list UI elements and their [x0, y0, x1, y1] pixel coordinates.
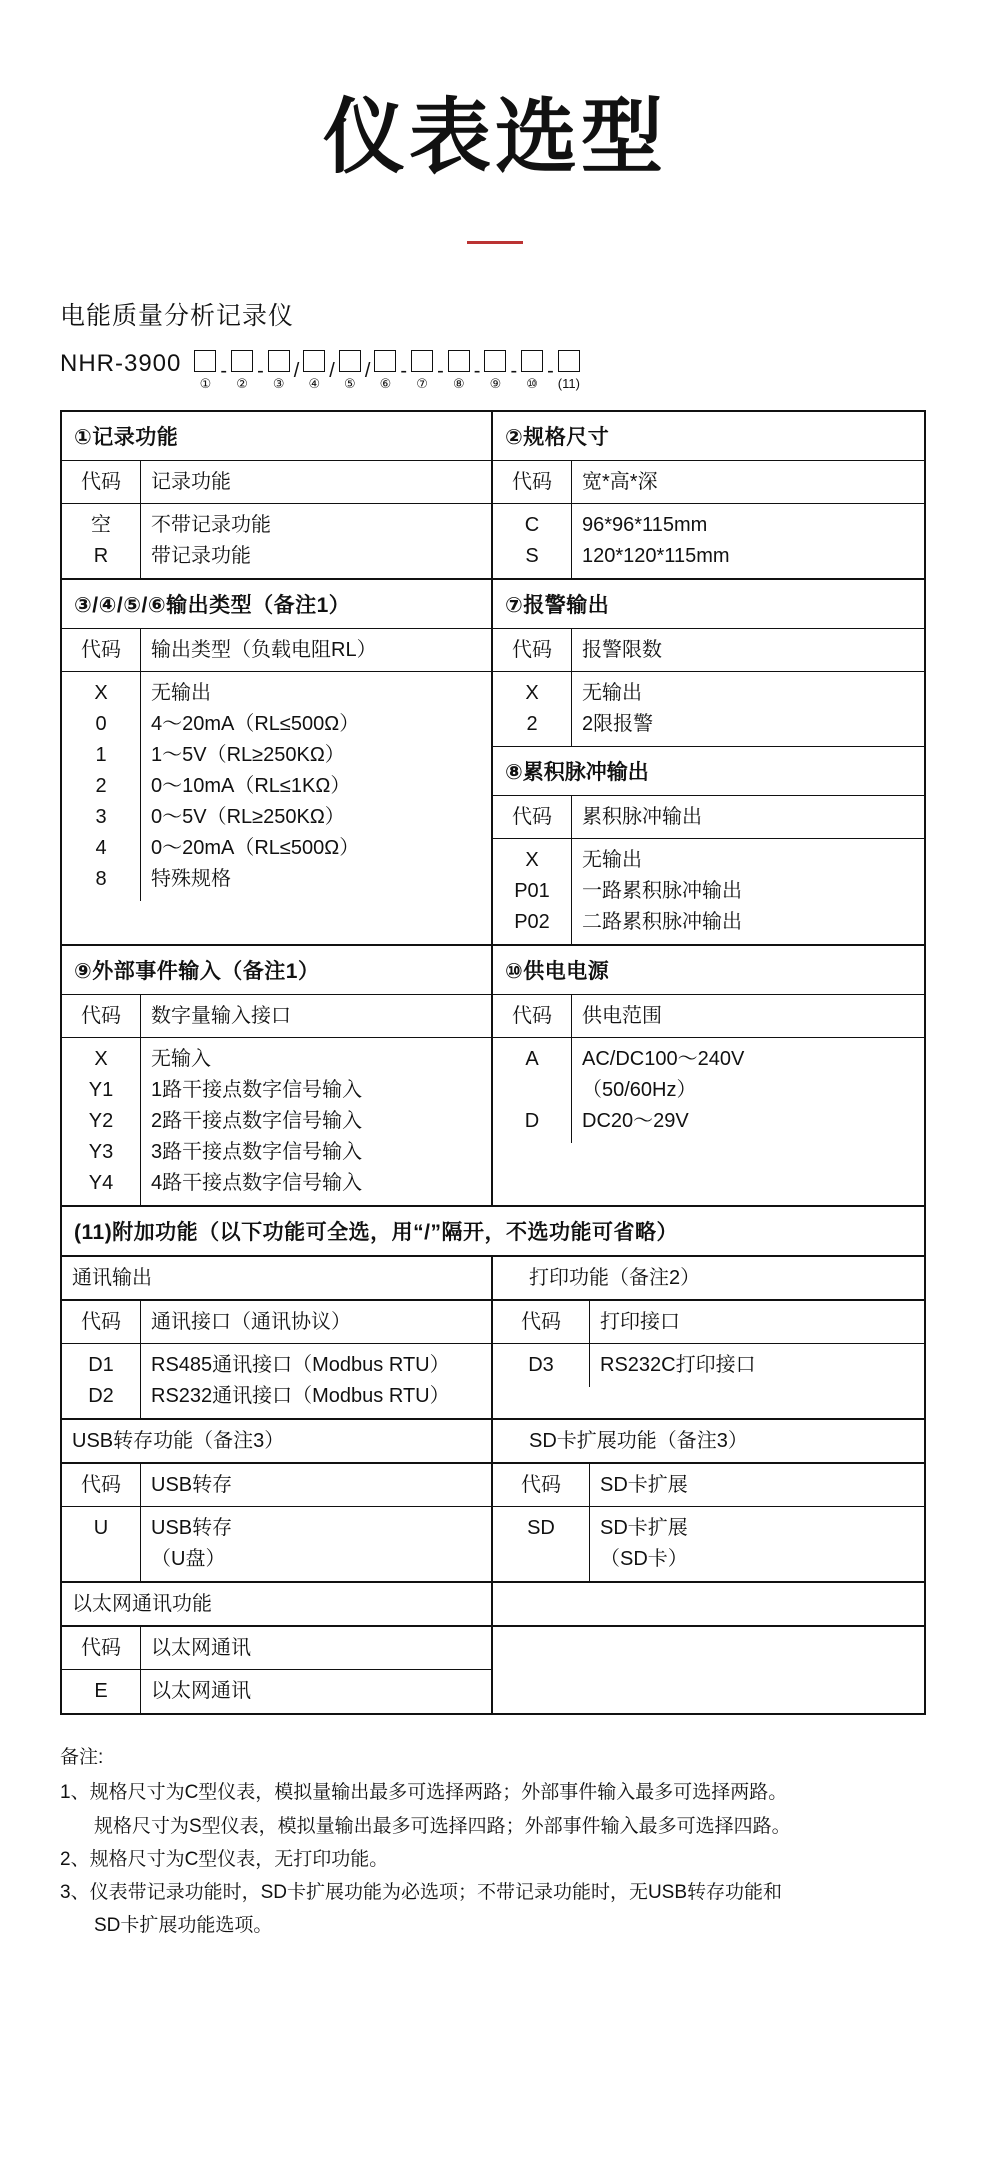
- usb-value-col: [141, 1464, 491, 1581]
- sd-values: [590, 1507, 924, 1581]
- model-slot: [411, 350, 433, 390]
- notes-block: [60, 1741, 940, 1943]
- usb-title-cell: [62, 1420, 493, 1462]
- table-row: [62, 580, 924, 946]
- list-item: X: [94, 682, 108, 704]
- output-value-header: 输出类型（负载电阻RL）: [141, 629, 491, 672]
- list-item: （U盘）: [151, 1548, 226, 1570]
- event-values: [141, 1038, 491, 1205]
- section-output: [62, 580, 493, 944]
- sd-value-header: SD卡扩展: [590, 1464, 924, 1507]
- model-slot-box[interactable]: [521, 350, 543, 372]
- notes-title: 备注:: [60, 1747, 104, 1768]
- model-slot-number: ①: [199, 376, 212, 391]
- alarm-value-header: 报警限数: [572, 629, 924, 672]
- list-item: 0～5V（RL≥250KΩ）: [151, 806, 345, 828]
- model-slot: [231, 350, 253, 390]
- table-row: [62, 1420, 924, 1464]
- event-value-header: 数字量输入接口: [141, 995, 491, 1038]
- list-item: R: [93, 545, 109, 567]
- event-value-col: [141, 995, 491, 1205]
- model-slot-box[interactable]: [231, 350, 253, 372]
- list-item: 4: [95, 837, 107, 859]
- record-codes: [62, 504, 140, 578]
- model-separator: /: [293, 360, 300, 382]
- comm-table: [62, 1301, 493, 1418]
- eth-value-col: [141, 1627, 491, 1713]
- print-code-col: [493, 1301, 590, 1387]
- eth-values: [141, 1670, 491, 1713]
- list-item: RS232通讯接口（Modbus RTU）: [151, 1385, 450, 1407]
- list-item: 96*96*115mm: [582, 514, 708, 536]
- model-slot: [521, 350, 543, 390]
- model-slot-box[interactable]: [558, 350, 580, 372]
- power-code-header: 代码: [493, 995, 571, 1038]
- comm-title: 通讯输出: [72, 1267, 152, 1289]
- model-name: 电能质量分析记录仪: [60, 302, 295, 330]
- list-item: 1路干接点数字信号输入: [151, 1079, 363, 1101]
- list-item: DC20～29V: [582, 1110, 689, 1132]
- model-slot-box[interactable]: [448, 350, 470, 372]
- usb-code-col: [62, 1464, 141, 1581]
- pulse-code-col: [493, 796, 572, 944]
- list-item: 无输入: [151, 1048, 211, 1070]
- list-item: C: [524, 514, 540, 536]
- event-codes: [62, 1038, 140, 1205]
- pulse-code-header: 代码: [493, 796, 571, 839]
- list-item: USB转存: [151, 1517, 233, 1539]
- list-item: 不带记录功能: [151, 514, 271, 536]
- eth-title-cell: [62, 1583, 493, 1625]
- power-value-header: 供电范围: [572, 995, 924, 1038]
- eth-table: [62, 1627, 493, 1713]
- list-item: 3路干接点数字信号输入: [151, 1141, 363, 1163]
- section-header-alarm: ⑦报警输出: [493, 580, 924, 629]
- power-value-col: [572, 995, 924, 1143]
- model-separator: -: [400, 360, 408, 382]
- output-value-col: [141, 629, 491, 901]
- comm-value-header: 通讯接口（通讯协议）: [141, 1301, 491, 1344]
- alarm-value-col: [572, 629, 924, 746]
- table-row: [62, 1583, 924, 1627]
- model-separator: -: [547, 360, 554, 382]
- list-item: 一路累积脉冲输出: [582, 880, 742, 902]
- model-code-row: [60, 350, 990, 390]
- list-item: 0: [95, 713, 107, 735]
- sd-code-header: 代码: [493, 1464, 589, 1507]
- note-line: 1、规格尺寸为C型仪表，模拟量输出最多可选择两路；外部事件输入最多可选择两路。: [60, 1782, 788, 1804]
- list-item: 无输出: [582, 849, 642, 871]
- pulse-value-header: 累积脉冲输出: [572, 796, 924, 839]
- list-item: E: [94, 1680, 108, 1702]
- record-code-header: 代码: [62, 461, 140, 504]
- list-item: 4路干接点数字信号输入: [151, 1172, 363, 1194]
- size-value-col: [572, 461, 924, 578]
- list-item: Y4: [88, 1172, 114, 1194]
- eth-value-header: 以太网通讯: [141, 1627, 491, 1670]
- model-separator: -: [437, 360, 444, 382]
- title-divider: [467, 241, 523, 244]
- list-item: （SD卡）: [600, 1548, 688, 1570]
- sd-code-col: [493, 1464, 590, 1581]
- model-separator: -: [510, 360, 518, 382]
- list-item: 120*120*115mm: [582, 545, 730, 567]
- pulse-value-col: [572, 796, 924, 944]
- list-item: 3: [95, 806, 107, 828]
- list-item: SD: [527, 1517, 555, 1539]
- list-item: Y3: [88, 1141, 114, 1163]
- model-slot-box[interactable]: [303, 350, 325, 372]
- print-value-header: 打印接口: [590, 1301, 924, 1344]
- table-row: [62, 1627, 924, 1713]
- size-codes: [493, 504, 571, 578]
- model-slot-number: ⑦: [416, 376, 428, 391]
- record-values: [141, 504, 491, 578]
- table-row: [62, 1257, 924, 1301]
- list-item: X: [525, 682, 539, 704]
- record-code-col: [62, 461, 141, 578]
- event-code-col: [62, 995, 141, 1205]
- model-slot: [303, 350, 325, 390]
- record-value-header: 记录功能: [141, 461, 491, 504]
- list-item: P02: [514, 911, 550, 933]
- list-item: 1～5V（RL≥250KΩ）: [151, 744, 345, 766]
- print-codes: [493, 1344, 589, 1387]
- list-item: RS232C打印接口: [600, 1354, 756, 1376]
- table-row: [62, 946, 924, 1207]
- sd-value-col: [590, 1464, 924, 1581]
- eth-title-spacer: [493, 1583, 924, 1625]
- model-slot-box[interactable]: [374, 350, 396, 372]
- list-item: D2: [88, 1385, 114, 1407]
- model-slot-number: ⑩: [526, 376, 538, 391]
- notes-list: [60, 1776, 940, 1942]
- list-item: 2路干接点数字信号输入: [151, 1110, 363, 1132]
- table-row: [62, 412, 924, 580]
- section-header-pulse: ⑧累积脉冲输出: [493, 747, 924, 796]
- eth-title: 以太网通讯功能: [72, 1593, 212, 1615]
- model-slot: [448, 350, 470, 390]
- model-slot-number: ⑥: [379, 376, 392, 391]
- list-item: 8: [95, 868, 107, 890]
- model-slot-number: ⑧: [452, 376, 465, 391]
- model-slot-number: (11): [557, 376, 580, 391]
- eth-code-header: 代码: [62, 1627, 140, 1670]
- alarm-code-header: 代码: [493, 629, 571, 672]
- list-item: 1: [95, 744, 107, 766]
- model-slot: [339, 350, 361, 390]
- section-header-power: ⑩供电电源: [493, 946, 924, 995]
- list-item: 以太网通讯: [151, 1680, 251, 1702]
- model-prefix: NHR-3900: [60, 350, 182, 377]
- size-values: [572, 504, 924, 578]
- section-header-size: ②规格尺寸: [493, 412, 924, 461]
- section-header-record: ①记录功能: [62, 412, 491, 461]
- sd-title-cell: [493, 1420, 924, 1462]
- list-item: 无输出: [582, 682, 642, 704]
- output-code-col: [62, 629, 141, 901]
- record-value-col: [141, 461, 491, 578]
- model-block: [60, 296, 990, 390]
- model-slot: [374, 350, 396, 390]
- eth-codes: [62, 1670, 140, 1713]
- output-code-header: 代码: [62, 629, 140, 672]
- note-line: SD卡扩展功能选项。: [94, 1915, 273, 1937]
- list-item: 0～20mA（RL≤500Ω）: [151, 837, 360, 859]
- model-slot-number: ②: [236, 376, 248, 391]
- usb-value-header: USB转存: [141, 1464, 491, 1507]
- model-slot-number: ⑨: [489, 376, 502, 391]
- alarm-codes: [493, 672, 571, 746]
- list-item: 二路累积脉冲输出: [582, 911, 742, 933]
- list-item: 带记录功能: [151, 545, 251, 567]
- pulse-values: [572, 839, 924, 944]
- list-item: 2: [95, 775, 107, 797]
- section-record: [62, 412, 493, 578]
- comm-value-col: [141, 1301, 491, 1418]
- model-slot: [558, 350, 580, 390]
- print-title-cell: [493, 1257, 924, 1299]
- selection-page: [0, 72, 990, 1983]
- note-line: 3、仪表带记录功能时，SD卡扩展功能为必选项；不带记录功能时，无USB转存功能和: [60, 1882, 783, 1903]
- section-size: [493, 412, 924, 578]
- section-extra-header: [62, 1207, 924, 1255]
- model-slot-box[interactable]: [411, 350, 433, 372]
- output-codes: [62, 672, 140, 901]
- model-slot-number: ③: [272, 376, 285, 391]
- alarm-code-col: [493, 629, 572, 746]
- table-row: [62, 1464, 924, 1583]
- model-slot-box[interactable]: [484, 350, 506, 372]
- list-item: 4～20mA（RL≤500Ω）: [151, 713, 360, 735]
- list-item: S: [525, 545, 539, 567]
- list-item: 特殊规格: [151, 868, 231, 890]
- list-item: P01: [514, 880, 550, 902]
- list-item: X: [525, 849, 539, 871]
- pulse-codes: [493, 839, 571, 944]
- model-slot-box[interactable]: [268, 350, 290, 372]
- comm-title-cell: [62, 1257, 493, 1299]
- model-slot-box[interactable]: [194, 350, 216, 372]
- power-codes: [493, 1038, 571, 1143]
- output-values: [141, 672, 491, 901]
- power-values: [572, 1038, 924, 1143]
- list-item: RS485通讯接口（Modbus RTU）: [151, 1354, 450, 1376]
- list-item: 2限报警: [582, 713, 654, 735]
- alarm-values: [572, 672, 924, 746]
- usb-code-header: 代码: [62, 1464, 140, 1507]
- sd-table: [493, 1464, 924, 1581]
- list-item: 空: [91, 514, 111, 536]
- usb-table: [62, 1464, 493, 1581]
- section-header-extra: (11)附加功能（以下功能可全选，用“/”隔开，不选功能可省略）: [74, 1221, 679, 1244]
- size-code-header: 代码: [493, 461, 571, 504]
- event-code-header: 代码: [62, 995, 140, 1038]
- model-slot: [194, 350, 216, 390]
- page-title: 仪表选型: [322, 92, 667, 183]
- print-code-header: 代码: [493, 1301, 589, 1344]
- size-code-col: [493, 461, 572, 578]
- list-item: D: [524, 1110, 540, 1132]
- usb-title: USB转存功能（备注3）: [72, 1430, 285, 1452]
- usb-values: [141, 1507, 491, 1581]
- list-item: 无输出: [151, 682, 211, 704]
- list-item: A: [525, 1048, 539, 1070]
- sd-title: SD卡扩展功能（备注3）: [529, 1430, 748, 1452]
- print-title: 打印功能（备注2）: [529, 1267, 701, 1289]
- sd-codes: [493, 1507, 589, 1550]
- comm-codes: [62, 1344, 140, 1418]
- list-item: SD卡扩展: [600, 1517, 688, 1539]
- size-value-header: 宽*高*深: [572, 461, 924, 504]
- list-item: Y1: [88, 1079, 114, 1101]
- list-item: 2: [526, 713, 538, 735]
- note-line: 2、规格尺寸为C型仪表，无打印功能。: [60, 1848, 389, 1870]
- list-item: U: [93, 1517, 109, 1539]
- selection-table: [60, 410, 926, 1715]
- usb-codes: [62, 1507, 140, 1550]
- comm-code-col: [62, 1301, 141, 1418]
- list-item: D1: [88, 1354, 114, 1376]
- power-code-col: [493, 995, 572, 1143]
- model-slot: [484, 350, 506, 390]
- eth-code-col: [62, 1627, 141, 1713]
- section-event: [62, 946, 493, 1205]
- print-value-col: [590, 1301, 924, 1387]
- print-table: [493, 1301, 924, 1418]
- model-slot-list: [193, 350, 581, 390]
- model-slot-number: ④: [308, 376, 321, 391]
- model-separator: -: [473, 360, 481, 382]
- section-power: [493, 946, 924, 1205]
- print-values: [590, 1344, 924, 1387]
- list-item: X: [94, 1048, 108, 1070]
- table-row: [62, 1207, 924, 1257]
- list-item: D3: [528, 1354, 554, 1376]
- model-slot: [268, 350, 290, 390]
- model-separator: /: [329, 360, 335, 382]
- model-slot-box[interactable]: [339, 350, 361, 372]
- comm-values: [141, 1344, 491, 1418]
- list-item: [503, 1075, 561, 1106]
- model-separator: -: [220, 360, 228, 382]
- list-item: （50/60Hz）: [582, 1079, 697, 1101]
- table-row: [62, 1301, 924, 1420]
- section-alarm-pulse: [493, 580, 924, 944]
- section-header-event: ⑨外部事件输入（备注1）: [62, 946, 491, 995]
- section-header-output: ③/④/⑤/⑥输出类型（备注1）: [62, 580, 491, 629]
- list-item: Y2: [88, 1110, 114, 1132]
- model-separator: /: [364, 360, 371, 382]
- model-slot-number: ⑤: [344, 376, 356, 391]
- eth-spacer: [493, 1627, 924, 1713]
- note-line: 规格尺寸为S型仪表，模拟量输出最多可选择四路；外部事件输入最多可选择四路。: [94, 1815, 791, 1837]
- list-item: AC/DC100～240V: [582, 1048, 745, 1070]
- comm-code-header: 代码: [62, 1301, 140, 1344]
- model-separator: -: [257, 360, 264, 382]
- list-item: 0～10mA（RL≤1KΩ）: [151, 775, 351, 797]
